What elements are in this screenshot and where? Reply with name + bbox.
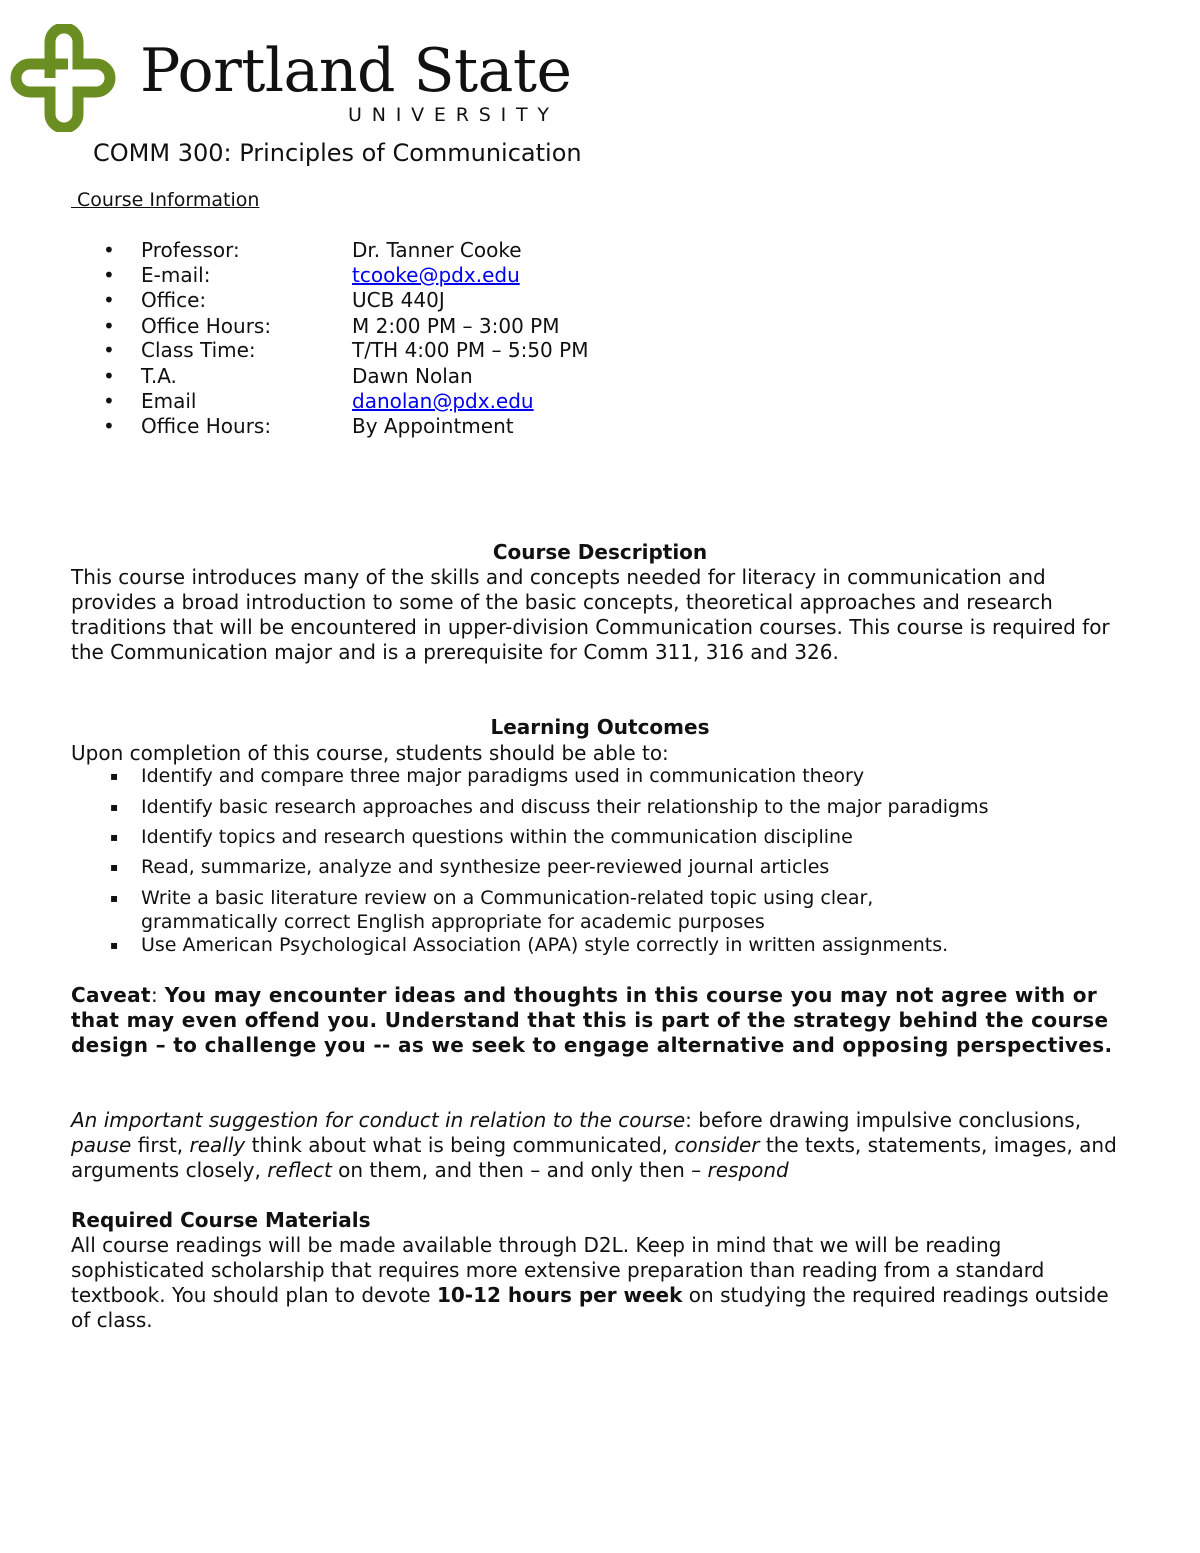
university-subtitle: UNIVERSITY	[348, 104, 559, 126]
materials-text: All course readings will be made available through D2L. Keep in mind that we will be reading sophisticated scholarship that requires more extensive preparation than reading from a standard textbook. You should plan to devote	[71, 1233, 1045, 1307]
bullet-icon: •	[103, 338, 115, 362]
suggestion-text: the texts, statements, images, and arguments closely,	[71, 1133, 1117, 1182]
suggestion-paragraph	[71, 1108, 1131, 1183]
outcome-text: Read, summarize, analyze and synthesize peer-reviewed journal articles	[141, 856, 830, 878]
info-label: E-mail:	[141, 263, 211, 287]
info-value: T/TH 4:00 PM – 5:50 PM	[352, 338, 589, 362]
bullet-icon: ▪	[110, 860, 119, 874]
emphasis-word: really	[189, 1133, 246, 1157]
outcome-text: Identify and compare three major paradigms used in communication theory	[141, 765, 865, 787]
bullet-icon: •	[103, 288, 115, 312]
materials-bold-text: 10-12 hours per week	[436, 1283, 683, 1307]
caveat-paragraph	[71, 983, 1131, 1058]
caveat-text: You may encounter ideas and thoughts in this course you may not agree with or that may even offend you. Understand that this is part of the strategy behind the course design – to challenge you -- as we seek to engage alternative and opposing perspectives.	[71, 983, 1113, 1057]
bullet-icon: ▪	[110, 891, 119, 905]
info-value: Dawn Nolan	[352, 364, 473, 388]
info-value: M 2:00 PM – 3:00 PM	[352, 314, 560, 338]
info-label: Office Hours:	[141, 414, 272, 438]
info-label: Office:	[141, 288, 207, 312]
bullet-icon: •	[103, 263, 115, 287]
bullet-icon: •	[103, 364, 115, 388]
emphasis-word: reflect	[267, 1158, 332, 1182]
info-label: Office Hours:	[141, 314, 272, 338]
caveat-separator: :	[150, 983, 165, 1007]
caveat-label: Caveat	[71, 983, 151, 1007]
suggestion-text: think about what is being communicated,	[245, 1133, 675, 1157]
outcomes-intro: Upon completion of this course, students should be able to:	[71, 741, 669, 765]
bullet-icon: •	[103, 238, 115, 262]
emphasis-word: pause	[71, 1133, 132, 1157]
outcome-text: Use American Psychological Association (APA) style correctly in written assignments.	[141, 934, 949, 956]
bullet-icon: ▪	[110, 800, 119, 814]
suggestion-text: on them, and then – and only then –	[331, 1158, 708, 1182]
description-text: This course introduces many of the skills and concepts needed for literacy in communication and provides a broad introduction to some of the basic concepts, theoretical approaches and research traditions that will be encountered in upper-division Communication courses. This course is required for the Communication major and is a prerequisite for Comm 311, 316 and 326.	[71, 565, 1110, 664]
suggestion-lead: An important suggestion for conduct in relation to the course	[71, 1108, 686, 1132]
ta-email-link[interactable]: danolan@pdx.edu	[352, 389, 534, 413]
bullet-icon: ▪	[110, 769, 119, 783]
materials-paragraph	[71, 1233, 1131, 1333]
description-heading: Course Description	[492, 540, 708, 564]
suggestion-text: : before drawing impulsive conclusions,	[685, 1108, 1082, 1132]
outcome-text: Identify topics and research questions within the communication discipline	[141, 826, 853, 848]
info-label: T.A.	[141, 364, 177, 388]
info-value: By Appointment	[352, 414, 514, 438]
bullet-icon: •	[103, 389, 115, 413]
materials-heading: Required Course Materials	[71, 1208, 371, 1232]
bullet-icon: •	[103, 414, 115, 438]
info-value: UCB 440J	[352, 288, 445, 312]
outcome-text: grammatically correct English appropriate for academic purposes	[141, 911, 765, 933]
bullet-icon: •	[103, 314, 115, 338]
bullet-icon: ▪	[110, 830, 119, 844]
materials-text: on studying the required readings outside of class.	[71, 1283, 1109, 1332]
outcome-text: Write a basic literature review on a Communication-related topic using clear,	[141, 887, 874, 909]
bullet-icon: ▪	[110, 938, 119, 952]
outcome-text: Identify basic research approaches and discuss their relationship to the major paradigms	[141, 796, 989, 818]
course-info-heading: Course Information	[71, 189, 260, 211]
emphasis-word: respond	[707, 1158, 789, 1182]
info-label: Email	[141, 389, 197, 413]
suggestion-text: first,	[131, 1133, 190, 1157]
professor-email-link[interactable]: tcooke@pdx.edu	[352, 263, 520, 287]
outcomes-heading: Learning Outcomes	[490, 715, 710, 739]
emphasis-word: consider	[674, 1133, 760, 1157]
course-title: COMM 300: Principles of Communication	[93, 139, 582, 167]
info-value: Dr. Tanner Cooke	[352, 238, 522, 262]
university-name: Portland State	[140, 36, 572, 106]
info-label: Class Time:	[141, 338, 256, 362]
university-logo-icon	[10, 24, 116, 132]
info-label: Professor:	[141, 238, 240, 262]
